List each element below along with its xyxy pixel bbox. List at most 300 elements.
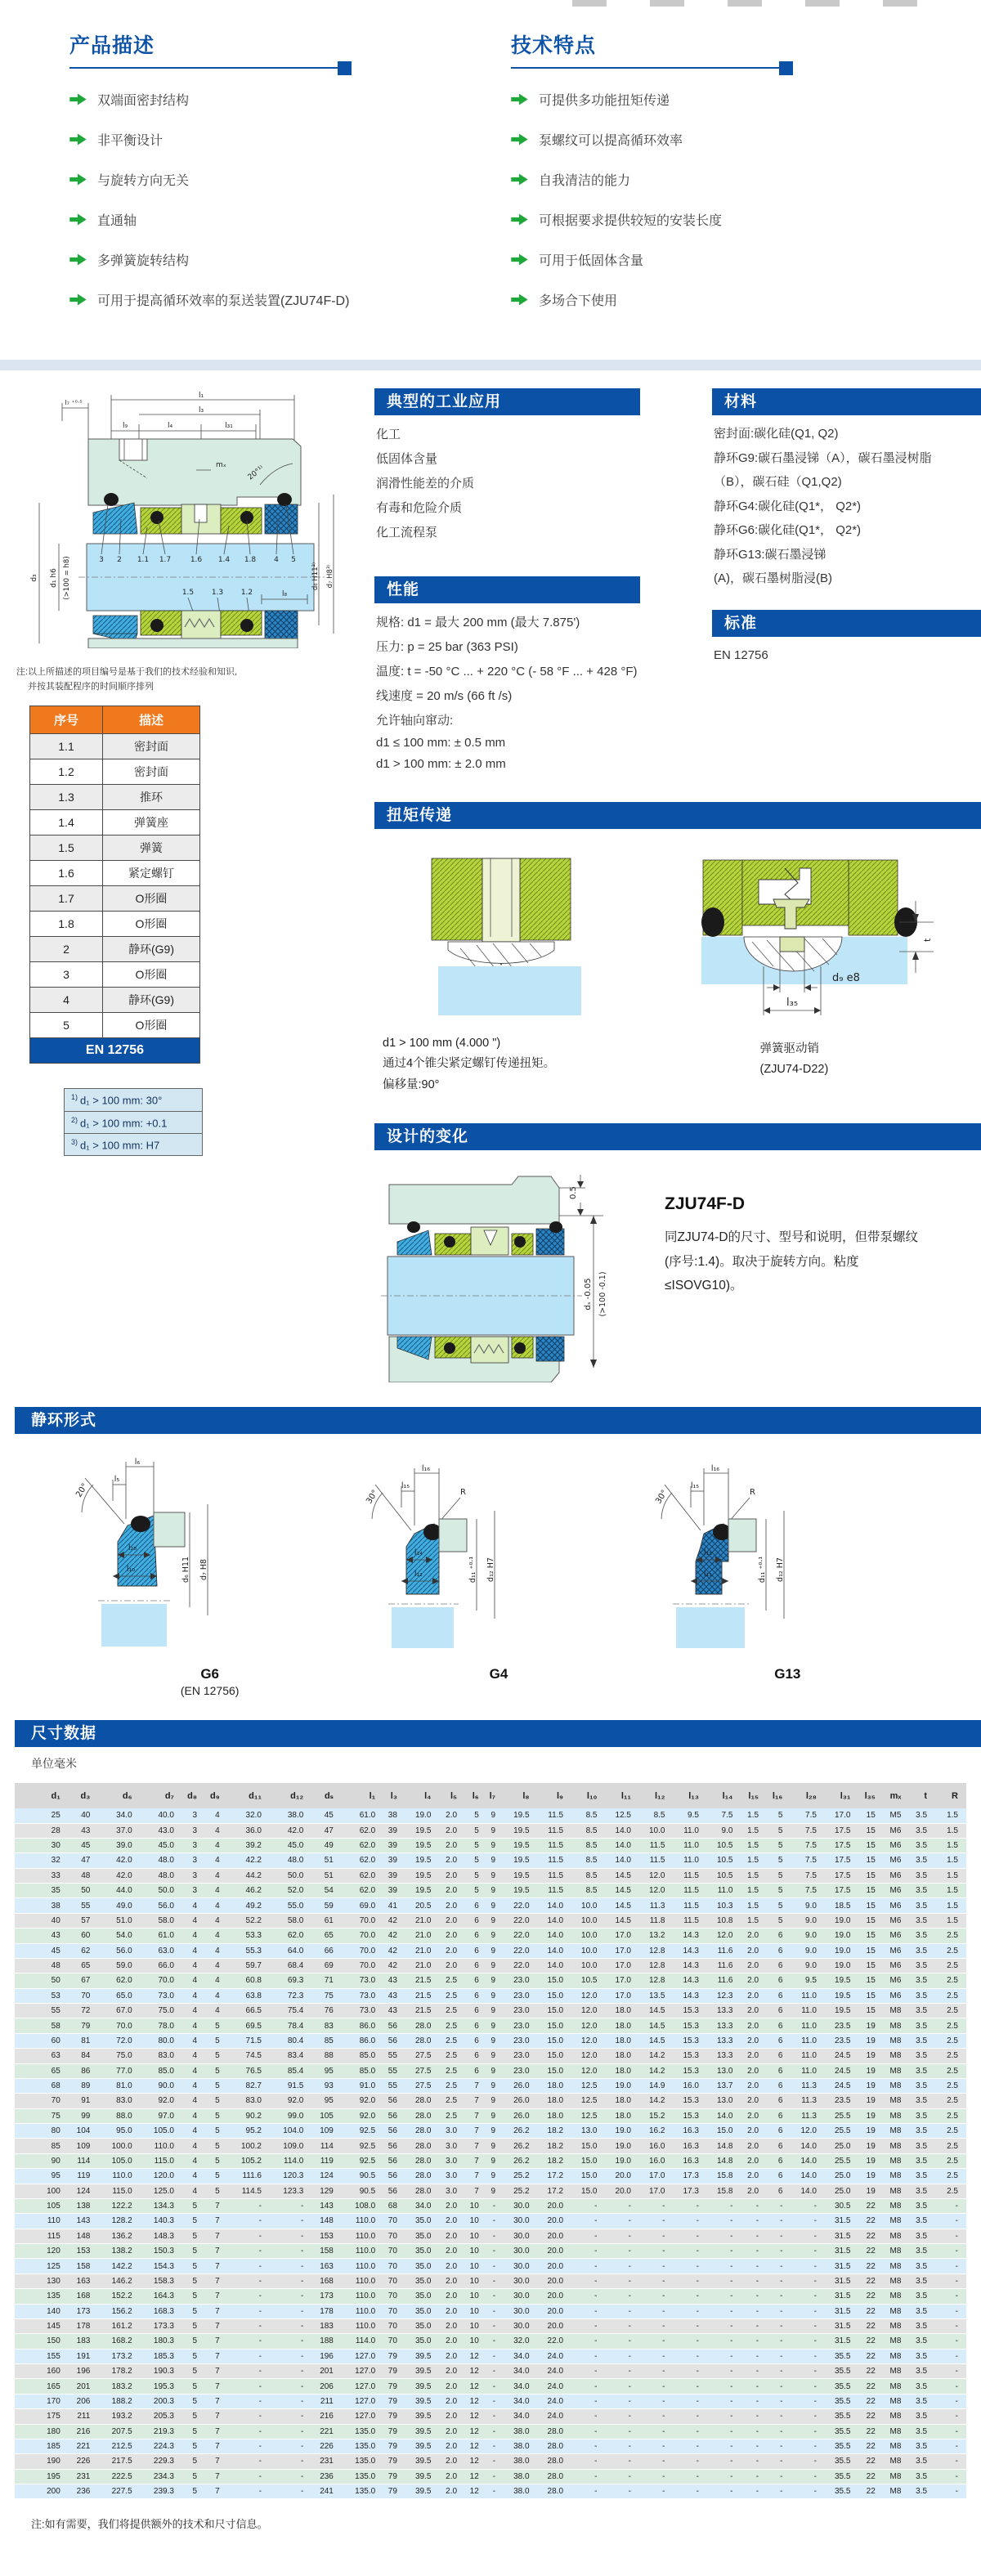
dim-cell: - <box>222 2454 263 2469</box>
dim-cell: 7 <box>459 2108 481 2123</box>
dim-cell: - <box>666 2469 700 2484</box>
dim-row <box>15 2063 966 2078</box>
dim-cell: - <box>701 2198 734 2213</box>
dim-cell: 3 <box>176 1868 199 1883</box>
dim-cell: 3.5 <box>903 2304 929 2318</box>
dim-cell: 5 <box>176 2364 199 2379</box>
dim-cell: - <box>633 2304 666 2318</box>
dim-cell: - <box>565 2424 598 2439</box>
dim-cell: 22 <box>852 2364 876 2379</box>
bullet-text: 双端面密封结构 <box>97 94 190 108</box>
svg-text:R: R <box>749 1488 755 1498</box>
dim-column-header: l₁₃ <box>666 1783 700 1808</box>
g6-standard-label: (EN 12756) <box>180 1684 240 1698</box>
dim-cell: 25.0 <box>818 2184 852 2198</box>
dim-cell: 70 <box>377 2229 399 2243</box>
materials-standard-column <box>712 388 981 792</box>
dim-cell: - <box>599 2198 633 2213</box>
dim-cell: 17.0 <box>599 1929 633 1943</box>
dim-cell: M8 <box>877 2108 903 2123</box>
dim-cell: 22 <box>852 2214 876 2229</box>
dim-cell: - <box>734 2349 760 2363</box>
dim-cell: 110.0 <box>335 2274 377 2288</box>
dim-cell: - <box>633 2484 666 2499</box>
dim-cell: 16.2 <box>633 2124 666 2139</box>
dim-cell: 63 <box>15 2049 62 2063</box>
dim-cell: M8 <box>877 2214 903 2229</box>
dim-cell: 108.0 <box>335 2198 377 2213</box>
dim-cell: - <box>734 2379 760 2394</box>
svg-text:mₓ: mₓ <box>216 461 226 469</box>
dim-cell: 164.3 <box>134 2289 176 2304</box>
dim-cell: 18.0 <box>531 2078 565 2093</box>
dim-cell: 22 <box>852 2394 876 2408</box>
dim-cell: 178.2 <box>92 2364 133 2379</box>
dim-cell: 6 <box>760 1958 784 1973</box>
drawing-note-line1: 注:以上所描述的项目编号是基于我们的技术经验和知识, <box>16 667 238 677</box>
dim-cell: 35.5 <box>818 2394 852 2408</box>
dim-cell: 16.3 <box>666 2124 700 2139</box>
parts-table-cell: 5 <box>30 1013 103 1038</box>
dim-cell: 13.0 <box>701 2094 734 2108</box>
dim-cell: M6 <box>877 1898 903 1913</box>
dim-cell: M8 <box>877 2364 903 2379</box>
dim-cell: 90.2 <box>222 2108 263 2123</box>
dim-cell: 13.3 <box>701 2004 734 2018</box>
dim-cell: 9.0 <box>784 1943 818 1958</box>
dim-cell: 15 <box>852 2004 876 2018</box>
dim-cell: 49.2 <box>222 1898 263 1913</box>
dim-cell: 90.0 <box>134 2078 176 2093</box>
dim-cell: 5 <box>199 2169 222 2184</box>
caption-line: d1 > 100 mm (4.000 ") <box>383 1037 501 1050</box>
dim-cell: 62 <box>62 1943 92 1958</box>
dim-cell: 70 <box>377 2214 399 2229</box>
dim-cell: 75.0 <box>92 2049 133 2063</box>
dim-cell: 11.6 <box>701 1958 734 1973</box>
dim-cell: - <box>222 2198 263 2213</box>
dim-cell: 39 <box>377 1823 399 1838</box>
dim-cell: - <box>263 2318 305 2333</box>
application-item: 润滑性能差的介质 <box>376 477 475 491</box>
dim-cell: 10.0 <box>565 1913 598 1928</box>
dim-cell: 111.6 <box>222 2169 263 2184</box>
dim-cell: 35.0 <box>399 2318 432 2333</box>
dim-cell: 3.0 <box>432 2124 459 2139</box>
list-item <box>511 250 948 269</box>
dim-cell: 3.5 <box>903 1929 929 1943</box>
dim-cell: 24.0 <box>531 2379 565 2394</box>
dim-cell: - <box>760 2364 784 2379</box>
dim-cell: - <box>760 2289 784 2304</box>
dim-cell: 23.0 <box>497 2063 531 2078</box>
dim-cell: 48 <box>15 1958 62 1973</box>
dim-cell: M6 <box>877 1884 903 1898</box>
list-item <box>511 130 948 149</box>
dim-cell: 14.0 <box>784 2139 818 2153</box>
dim-row <box>15 2229 966 2243</box>
dim-cell: 14.0 <box>531 1943 565 1958</box>
dim-cell: 183 <box>62 2334 92 2349</box>
dim-cell: 105 <box>305 2108 335 2123</box>
dim-cell: 19 <box>852 2184 876 2198</box>
dim-cell: - <box>565 2259 598 2274</box>
dim-cell: 68 <box>377 2198 399 2213</box>
dim-cell: 2.5 <box>929 2033 966 2048</box>
dim-cell: 83 <box>305 2018 335 2033</box>
dim-cell: 110.0 <box>335 2244 377 2259</box>
dim-cell: 42.2 <box>222 1853 263 1868</box>
dim-cell: 3.5 <box>903 2259 929 2274</box>
dim-cell: 70 <box>377 2274 399 2288</box>
material-line: 静环G13:碳石墨浸锑 <box>714 547 826 562</box>
dim-cell: 19.5 <box>497 1808 531 1823</box>
design-variant-description: 同ZJU74-D的尺寸、型号和说明，但带泵螺纹(序号:1.4)。取决于旋转方向。粘度≤ISOVG10)。 <box>665 1230 919 1292</box>
dim-cell: M8 <box>877 2169 903 2184</box>
dim-cell: 190 <box>15 2454 62 2469</box>
dim-cell: 30.0 <box>497 2274 531 2288</box>
parts-table-cell: 1.2 <box>30 759 103 785</box>
dim-cell: 7 <box>199 2364 222 2379</box>
dim-cell: M8 <box>877 2304 903 2318</box>
dim-cell: - <box>222 2424 263 2439</box>
dim-cell: 9 <box>481 1943 497 1958</box>
dim-cell: - <box>565 2274 598 2288</box>
dim-cell: M8 <box>877 2454 903 2469</box>
dim-cell: 11.5 <box>531 1823 565 1838</box>
dim-cell: 2.5 <box>432 1973 459 1988</box>
dim-cell: 9 <box>481 1823 497 1838</box>
dim-cell: 15 <box>852 1913 876 1928</box>
dim-cell: 91 <box>62 2094 92 2108</box>
stationary-forms-header: 静环形式 <box>15 1407 981 1434</box>
dim-cell: 9.0 <box>784 1898 818 1913</box>
dim-cell: - <box>760 2349 784 2363</box>
dim-cell: 62.0 <box>335 1884 377 1898</box>
dim-cell: 25.2 <box>497 2169 531 2184</box>
dim-cell: 66 <box>305 1943 335 1958</box>
dim-cell: 15.3 <box>666 2018 700 2033</box>
dim-cell: 5 <box>199 2184 222 2198</box>
dim-cell: 4 <box>176 2033 199 2048</box>
parts-table-row <box>30 861 200 886</box>
dim-cell: - <box>929 2334 966 2349</box>
dim-cell: 7 <box>199 2259 222 2274</box>
dim-cell: 31.5 <box>818 2274 852 2288</box>
dim-cell: - <box>784 2349 818 2363</box>
dim-cell: M8 <box>877 2229 903 2243</box>
dim-cell: 6 <box>459 1973 481 1988</box>
dim-cell: 68 <box>15 2078 62 2093</box>
dim-cell: 19 <box>852 2124 876 2139</box>
dim-cell: 2.0 <box>432 2349 459 2363</box>
dim-cell: 158.3 <box>134 2274 176 2288</box>
dim-column-header: d₉ <box>199 1783 222 1808</box>
dim-row <box>15 1988 966 2003</box>
dim-cell: 28.0 <box>531 2439 565 2453</box>
dim-cell: 5 <box>176 2318 199 2333</box>
dim-cell: 3.5 <box>903 2184 929 2198</box>
dim-cell: 37.0 <box>92 1823 133 1838</box>
dim-cell: 19.0 <box>818 1929 852 1943</box>
dim-cell: 34.0 <box>497 2349 531 2363</box>
dim-cell: 14.3 <box>666 1958 700 1973</box>
parts-table-row <box>30 988 200 1013</box>
dim-cell: 2.5 <box>929 1958 966 1973</box>
dim-cell: 3.5 <box>903 2214 929 2229</box>
arrow-icon <box>511 293 529 306</box>
dim-cell: - <box>263 2394 305 2408</box>
svg-text:l₃₁: l₃₁ <box>225 422 233 430</box>
dim-cell: 50.0 <box>134 1884 176 1898</box>
dim-cell: 12.0 <box>565 2004 598 2018</box>
dim-cell: 124 <box>62 2184 92 2198</box>
dim-cell: 135.0 <box>335 2484 377 2499</box>
dim-cell: M8 <box>877 2318 903 2333</box>
dim-cell: 56 <box>377 2018 399 2033</box>
dim-cell: 9 <box>481 1838 497 1852</box>
dim-column-header: l₃₅ <box>852 1783 876 1808</box>
g6-label: G6 <box>200 1666 219 1682</box>
dim-cell: 175 <box>15 2409 62 2424</box>
dim-cell: 9 <box>481 2033 497 2048</box>
dim-cell: 11.5 <box>531 1868 565 1883</box>
dim-cell: 3.0 <box>432 2139 459 2153</box>
dim-cell: 62.0 <box>335 1838 377 1852</box>
parts-table-cell: 1.7 <box>30 886 103 912</box>
dim-row <box>15 2439 966 2453</box>
dim-row <box>15 1973 966 1988</box>
dim-cell: - <box>701 2334 734 2349</box>
dim-cell: 11.5 <box>633 1838 666 1852</box>
dim-cell: 40 <box>62 1808 92 1823</box>
dim-cell: 81 <box>62 2033 92 2048</box>
dim-cell: - <box>633 2424 666 2439</box>
dim-row <box>15 2124 966 2139</box>
dim-cell: - <box>666 2274 700 2288</box>
dim-row <box>15 1898 966 1913</box>
dim-cell: 9 <box>481 2049 497 2063</box>
dim-cell: - <box>263 2229 305 2243</box>
dim-cell: 5 <box>760 1838 784 1852</box>
dim-cell: 42 <box>377 1958 399 1973</box>
svg-text:30°: 30° <box>365 1488 381 1506</box>
dim-cell: 79 <box>377 2394 399 2408</box>
dim-cell: 75 <box>305 1988 335 2003</box>
dim-cell: - <box>599 2454 633 2469</box>
dim-cell: 53.3 <box>222 1929 263 1943</box>
dim-cell: 22.0 <box>497 1958 531 1973</box>
dim-cell: M6 <box>877 1958 903 1973</box>
dim-cell: 70.0 <box>92 2018 133 2033</box>
dim-cell: 15 <box>852 1898 876 1913</box>
dim-cell: - <box>734 2318 760 2333</box>
dim-cell: 72 <box>62 2004 92 2018</box>
dim-cell: - <box>565 2289 598 2304</box>
dim-cell: 7 <box>199 2229 222 2243</box>
dim-column-header: l₄ <box>399 1783 432 1808</box>
dim-cell: 92.5 <box>335 2153 377 2168</box>
svg-text:1.2: 1.2 <box>240 589 253 597</box>
svg-text:l₁₀: l₁₀ <box>126 1565 136 1575</box>
dim-cell: 135.0 <box>335 2454 377 2469</box>
dim-cell: 22 <box>852 2469 876 2484</box>
dim-cell: 2.0 <box>734 2124 760 2139</box>
dim-cell: 140.3 <box>134 2214 176 2229</box>
dim-cell: 3.5 <box>903 2424 929 2439</box>
dim-cell: 6 <box>760 2108 784 2123</box>
dim-cell: 146.2 <box>92 2274 133 2288</box>
dim-cell: 16.3 <box>666 2153 700 2168</box>
dim-cell: 81.0 <box>92 2078 133 2093</box>
dim-cell: 9 <box>481 1884 497 1898</box>
dim-cell: 62.0 <box>92 1973 133 1988</box>
parts-table-cell: 密封面 <box>103 734 200 759</box>
dim-cell: - <box>263 2454 305 2469</box>
dim-cell: 6 <box>760 2018 784 2033</box>
dim-cell: 48.0 <box>134 1853 176 1868</box>
dim-cell: - <box>929 2409 966 2424</box>
dim-cell: 99 <box>62 2108 92 2123</box>
caption-line: 通过4个锥尖紧定螺钉传递扭矩。 <box>383 1057 556 1071</box>
dim-cell: 9 <box>481 2004 497 2018</box>
dim-cell: - <box>565 2409 598 2424</box>
dim-cell: 19 <box>852 2094 876 2108</box>
dim-cell: - <box>734 2229 760 2243</box>
dim-cell: 35.0 <box>399 2229 432 2243</box>
svg-text:d₇ H8³⁾: d₇ H8³⁾ <box>326 564 334 589</box>
dim-cell: 30.0 <box>497 2229 531 2243</box>
list-item <box>511 210 948 229</box>
dim-cell: 79 <box>377 2469 399 2484</box>
material-line: (A)，碳石墨树脂浸(B) <box>714 571 832 585</box>
svg-text:l₃: l₃ <box>198 406 204 414</box>
dim-cell: 39.5 <box>399 2394 432 2408</box>
dim-cell: 22 <box>852 2304 876 2318</box>
dim-cell: 12 <box>459 2469 481 2484</box>
dim-cell: - <box>760 2214 784 2229</box>
dim-cell: 47 <box>305 1823 335 1838</box>
dim-cell: - <box>666 2484 700 2499</box>
dim-cell: 23.0 <box>497 1973 531 1988</box>
svg-text:R: R <box>460 1488 467 1498</box>
dim-cell: 201 <box>305 2364 335 2379</box>
dim-cell: 3.5 <box>903 2334 929 2349</box>
parts-table-cell: 3 <box>30 962 103 988</box>
dim-cell: 11.5 <box>666 1868 700 1883</box>
dim-cell: 23.5 <box>818 2018 852 2033</box>
dim-cell: 75.4 <box>263 2004 305 2018</box>
dim-cell: 63.0 <box>134 1943 176 1958</box>
dim-cell: 17.5 <box>818 1884 852 1898</box>
dim-cell: 105.0 <box>134 2124 176 2139</box>
dim-cell: 19.5 <box>497 1838 531 1852</box>
dim-cell: 9.0 <box>784 1913 818 1928</box>
dim-cell: 178 <box>62 2318 92 2333</box>
dim-cell: 178 <box>305 2304 335 2318</box>
dim-cell: 17.5 <box>818 1823 852 1838</box>
svg-text:d₁₁ ⁺⁰·¹: d₁₁ ⁺⁰·¹ <box>757 1556 767 1584</box>
performance-line: 压力: p = 25 bar (363 PSI) <box>376 640 518 654</box>
dim-cell: 15.0 <box>565 2169 598 2184</box>
dim-cell: - <box>565 2198 598 2213</box>
tolerance-note <box>65 1089 202 1111</box>
dim-cell: 28.0 <box>531 2424 565 2439</box>
dim-cell: 9 <box>481 2063 497 2078</box>
dim-cell: 28.0 <box>399 2108 432 2123</box>
application-item: 化工 <box>376 428 401 441</box>
bullet-text: 泵螺纹可以提高循环效率 <box>539 134 683 148</box>
dim-cell: 239.3 <box>134 2484 176 2499</box>
dim-cell: 2.5 <box>929 2153 966 2168</box>
dim-cell: 35.0 <box>399 2214 432 2229</box>
dim-cell: 3.5 <box>903 2274 929 2288</box>
dim-cell: 15.0 <box>531 2049 565 2063</box>
dim-column-header: l₁ <box>335 1783 377 1808</box>
parts-table-cell: 1.1 <box>30 734 103 759</box>
dim-cell: 28.0 <box>399 2139 432 2153</box>
dim-cell: 15 <box>852 1929 876 1943</box>
dim-cell: 70.0 <box>335 1958 377 1973</box>
technical-features-column <box>511 29 948 330</box>
dim-cell: 18.0 <box>599 2004 633 2018</box>
dim-row <box>15 2409 966 2424</box>
dim-cell: 9 <box>481 2153 497 2168</box>
dim-cell: - <box>222 2469 263 2484</box>
dim-cell: 125 <box>15 2259 62 2274</box>
material-line: （B），碳石硅（Q1,Q2) <box>714 475 842 489</box>
dim-cell: 30.0 <box>497 2304 531 2318</box>
dim-cell: 18.0 <box>599 2094 633 2108</box>
dim-cell: 110.0 <box>134 2139 176 2153</box>
dim-cell: 65 <box>305 1929 335 1943</box>
dim-cell: 19.5 <box>497 1823 531 1838</box>
dim-column-header: l₈ <box>497 1783 531 1808</box>
dim-cell: - <box>599 2274 633 2288</box>
dim-cell: 15.3 <box>666 2049 700 2063</box>
dim-cell: 9 <box>481 1988 497 2003</box>
dim-cell: - <box>666 2424 700 2439</box>
svg-text:0.5: 0.5 <box>569 1186 578 1200</box>
svg-text:t: t <box>921 938 933 942</box>
dim-cell: 10.0 <box>633 1823 666 1838</box>
dim-column-header: l₆ <box>459 1783 481 1808</box>
dim-cell: 224.3 <box>134 2439 176 2453</box>
dim-cell: - <box>481 2274 497 2288</box>
dim-cell: M8 <box>877 2469 903 2484</box>
dim-cell: 2.0 <box>432 2198 459 2213</box>
dim-cell: 11.0 <box>784 2018 818 2033</box>
dim-cell: 7 <box>199 2289 222 2304</box>
dim-cell: 2.0 <box>734 2169 760 2184</box>
dim-cell: - <box>929 2274 966 2288</box>
bullet-text: 直通轴 <box>97 214 137 228</box>
dim-cell: 20.5 <box>399 1898 432 1913</box>
performance-line: 线速度 = 20 m/s (66 ft /s) <box>376 689 513 703</box>
list-item <box>69 250 511 269</box>
dim-cell: - <box>599 2364 633 2379</box>
dim-cell: 18.0 <box>599 2033 633 2048</box>
product-description-title: 产品描述 <box>69 34 155 57</box>
dim-cell: 38.0 <box>497 2484 531 2499</box>
bullet-text: 可根据要求提供较短的安装长度 <box>539 214 723 228</box>
dim-cell: 2.0 <box>432 1929 459 1943</box>
dim-cell: - <box>734 2304 760 2318</box>
dim-cell: - <box>633 2274 666 2288</box>
dim-cell: 216 <box>305 2409 335 2424</box>
dim-cell: 79 <box>377 2454 399 2469</box>
dim-cell: - <box>734 2198 760 2213</box>
